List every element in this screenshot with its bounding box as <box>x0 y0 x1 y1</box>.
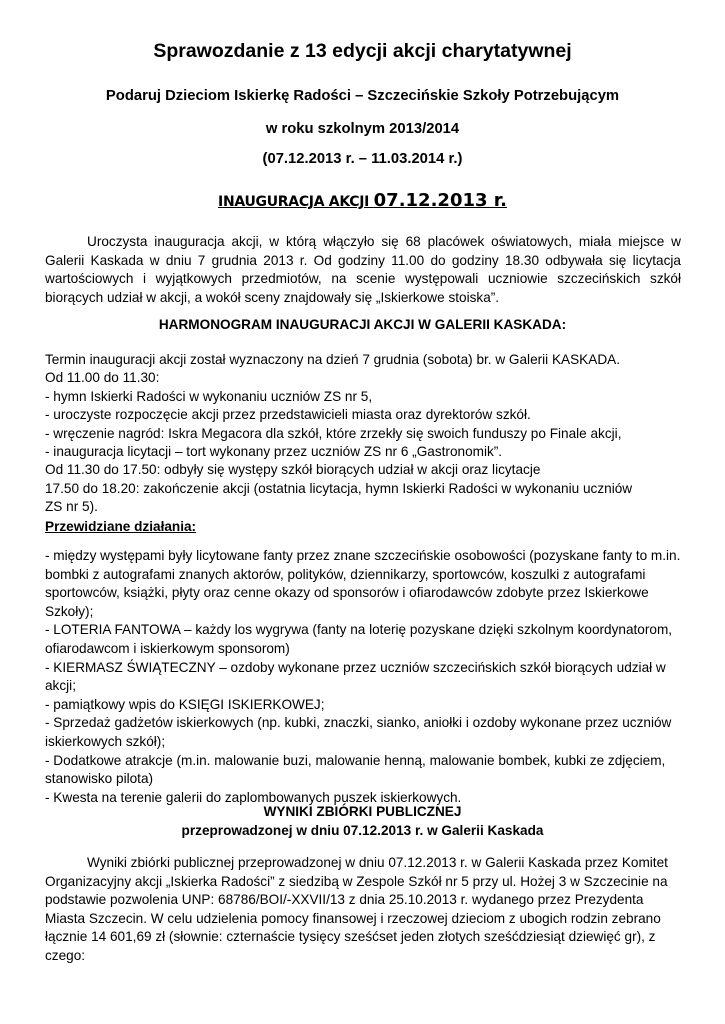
schedule-list <box>45 351 685 517</box>
schedule-line: - hymn Iskierki Radości w wykonaniu uczniów ZS nr 5, <box>45 388 373 404</box>
action-item: - KIERMASZ ŚWIĄTECZNY – ozdoby wykonane przez uczniów szczecińskich szkół biorących udział w akcji; <box>45 659 666 694</box>
schedule-line: - uroczyste rozpoczęcie akcji przez przedstawicieli miasta oraz dyrektorów szkół. <box>45 407 531 423</box>
schedule-line: - inauguracja licytacji – tort wykonany przez uczniów ZS nr 6 „Gastronomik”. <box>45 444 503 460</box>
action-item: - Sprzedaż gadżetów iskierkowych (np. kubki, znaczki, sianko, aniołki i ozdoby wykonane przez uczniów iskierkowych szkół); <box>45 715 672 749</box>
document-title: Sprawozdanie z 13 edycji akcji charytatywnej <box>153 40 572 62</box>
school-year: w roku szkolnym 2013/2014 <box>265 121 460 137</box>
inauguration-label: INAUGURACJA AKCJI <box>218 194 374 210</box>
date-range: (07.12.2013 r. – 11.03.2014 r.) <box>262 151 463 167</box>
schedule-line: Od 11.30 do 17.50: odbyły się występy szkół biorących udział w akcji oraz licytacje <box>45 462 541 478</box>
schedule-line: 17.50 do 18.20: zakończenie akcji (ostatnia licytacja, hymn Iskierki Radości w wykonaniu uczniów <box>45 480 633 496</box>
schedule-line: Od 11.00 do 11.30: <box>45 370 160 386</box>
schedule-heading: HARMONOGRAM INAUGURACJI AKCJI W GALERII KASKADA: <box>158 317 567 332</box>
schedule-line: Termin inauguracji akcji został wyznaczony na dzień 7 grudnia (sobota) br. w Galerii KASKADA. <box>45 352 620 367</box>
action-item: - LOTERIA FANTOWA – każdy los wygrywa (fanty na loterię pozyskane dzięki szkolnym koordynatorom, ofiarodawcom i iskierkowym sponsorom) <box>45 622 673 656</box>
schedule-line: - wręczenie nagród: Iskra Megacora dla szkół, które zrzekły się swoich funduszy po Finale akcji, <box>45 425 622 441</box>
action-item: - Kwesta na terenie galerii do zaplombowanych puszek iskierkowych. <box>45 789 462 805</box>
action-item: - Dodatkowe atrakcje (m.in. malowanie buzi, malowanie henną, malowanie bombek, kubki ze zdjęciem, stanowisko pilota) <box>45 752 666 787</box>
results-heading: WYNIKI ZBIÓRKI PUBLICZNEJ <box>263 804 462 819</box>
campaign-name: Podaruj Dzieciom Iskierkę Radości – Szczecińskie Szkoły Potrzebującym <box>105 88 620 104</box>
inauguration-date: 07.12.2013 r. <box>373 190 507 211</box>
schedule-line: ZS nr 5). <box>45 499 98 515</box>
results-paragraph: Wyniki zbiórki publicznej przeprowadzonej w dniu 07.12.2013 r. w Galerii Kaskada przez Komitet Organizacyjny akcji „Iskierka Radości” z siedzibą w Zespole Szkół nr 5 przy ul. Hożej 3 w Szczecinie na podstawie pozwolenia UNP: 68786/BOI/-XXVII/13 z dnia 25.10.2013 r. wydanego przez Prezydenta Miasta Szczecin. W celu udzielenia pomocy finansowej i rzeczowej dzieciom z ubogich rodzin zebrano łącznie 14 601,69 zł (słownie: czternaście tysięcy sześćset jeden złotych sześćdziesiąt dziewięć gr), z czego: <box>45 855 668 963</box>
inauguration-heading <box>0 190 725 211</box>
intro-paragraph: Uroczysta inauguracja akcji, w którą włączyło się 68 placówek oświatowych, miała miejsce w Galerii Kaskada w dniu 7 grudnia 2013 r. Od godziny 11.00 do godziny 18.30 odbywała się licytacja wartościowych i wyjątkowych przedmiotów, na scenie występowali uczniowie szczecińskich szkół biorących udział w akcji, a wokół sceny znajdowały się „Iskierkowe stoiska”. <box>45 234 681 305</box>
actions-list <box>45 547 685 807</box>
action-item: - pamiątkowy wpis do KSIĘGI ISKIERKOWEJ; <box>45 696 325 712</box>
actions-heading: Przewidziane działania: <box>45 519 197 534</box>
results-subheading: przeprowadzonej w dniu 07.12.2013 r. w Galerii Kaskada <box>181 823 544 838</box>
action-item: - między występami były licytowane fanty przez znane szczecińskie osobowości (pozyskane fanty to m.in. bombki z autografami znanych aktorów, polityków, dziennikarzy, sportowców, koszulki z autografami sportowców, książki, płyty oraz cenne okazy od sponsorów i ofiarodawców zdobyte przez Iskierkowe Szkoły); <box>45 548 681 619</box>
